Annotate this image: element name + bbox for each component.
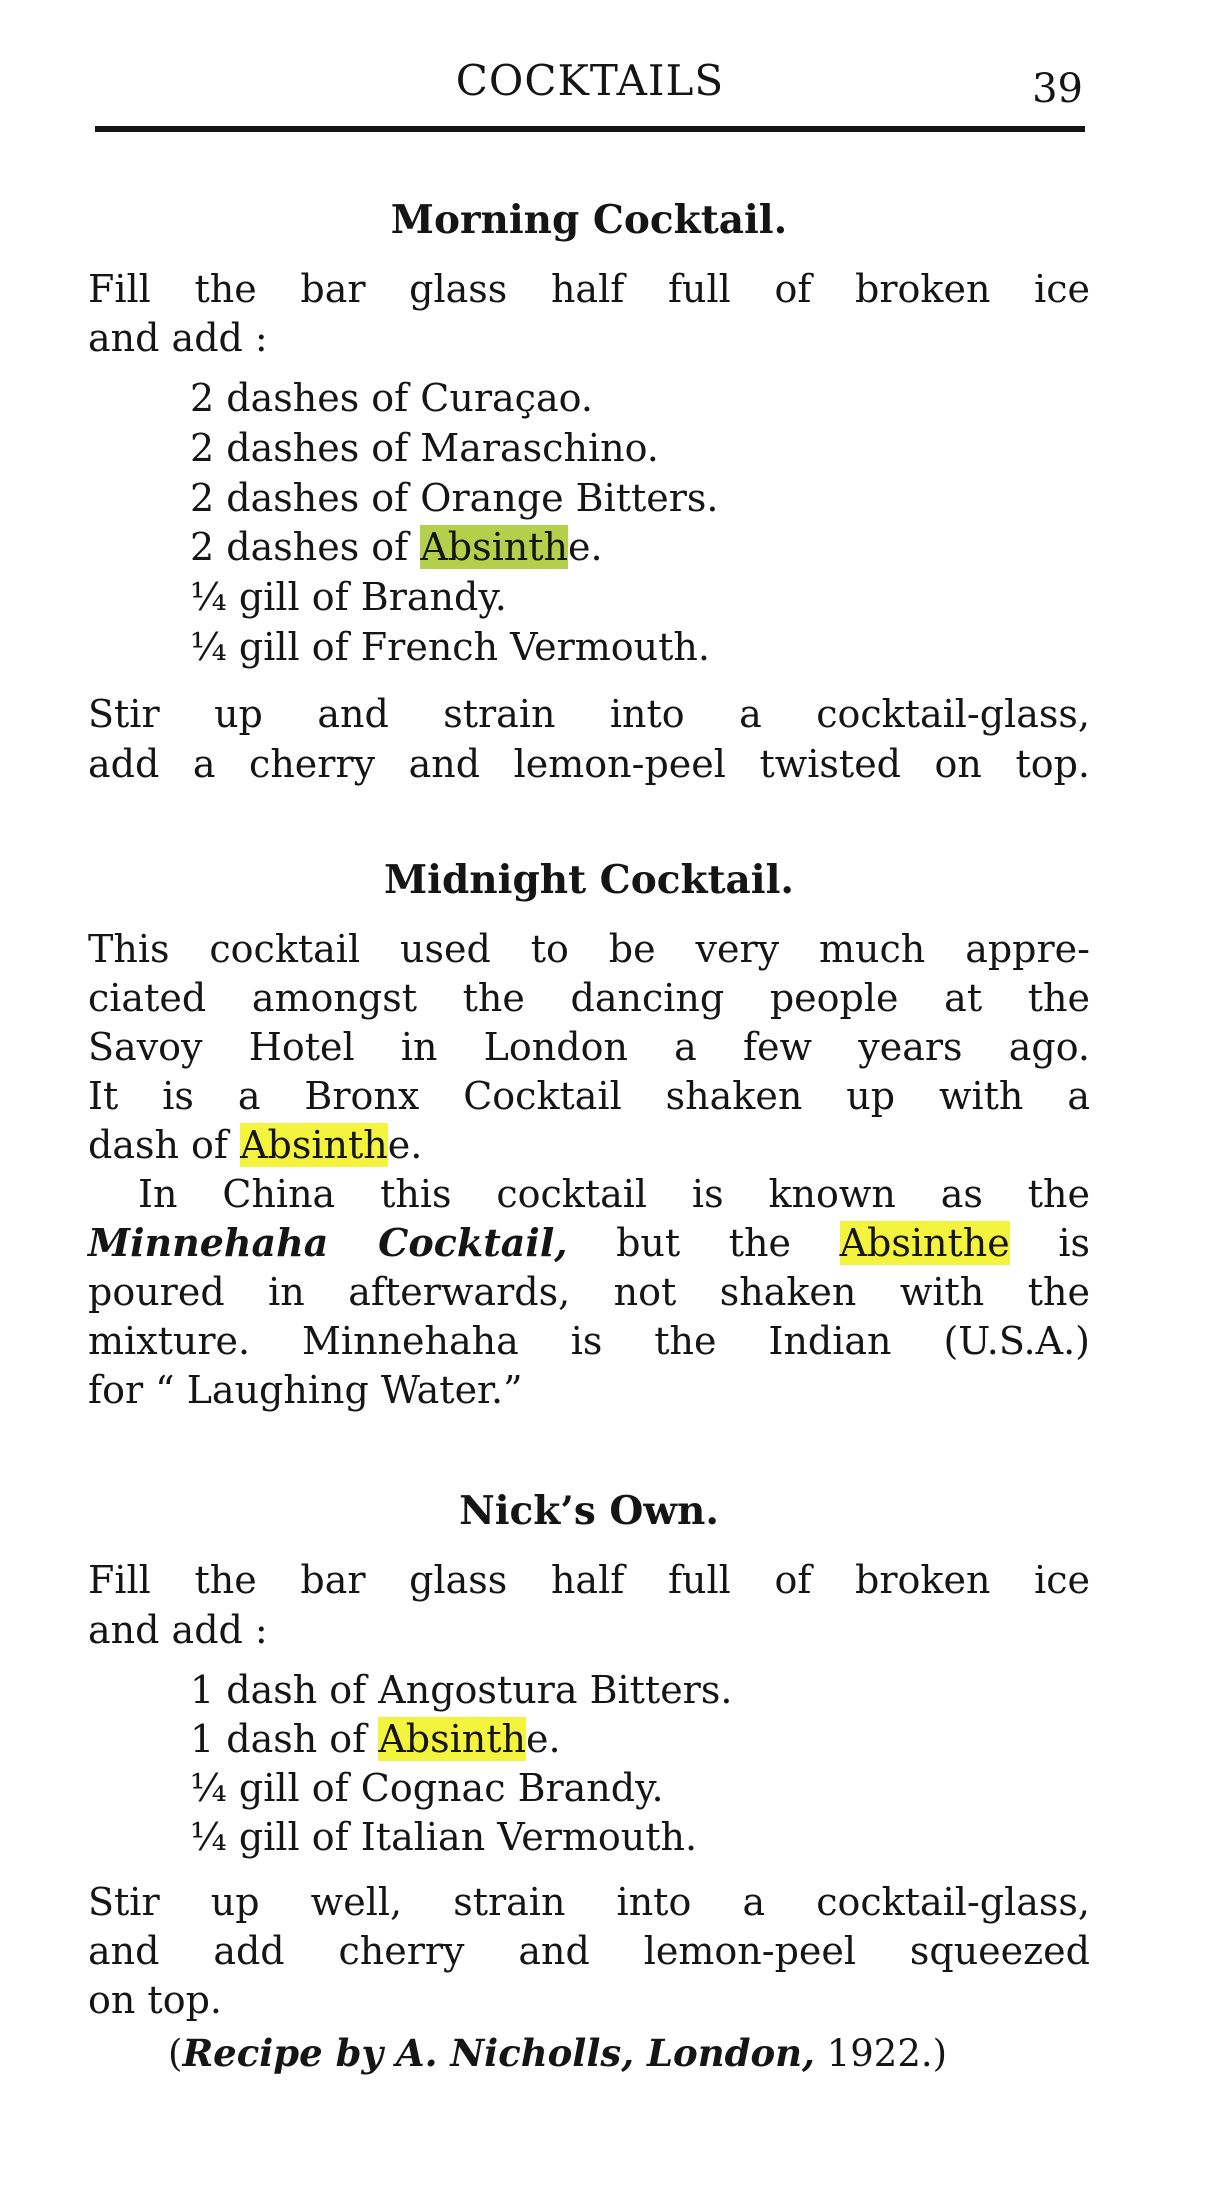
morning-intro-line-1: Fill the bar glass half full of broken ice — [88, 267, 1090, 311]
midnight-paragraph-1-line-2: ciated amongst the dancing people at the — [88, 976, 1090, 1020]
midnight-paragraph-2-line-3: poured in afterwards, not shaken with the — [88, 1270, 1090, 1314]
morning-cocktail-title: Morning Cocktail. — [390, 197, 788, 243]
morning-outro-line-1: Stir up and strain into a cocktail-glass, — [88, 692, 1090, 736]
midnight-line-5-prefix: dash of — [88, 1123, 241, 1167]
midnight-paragraph-1-line-3: Savoy Hotel in London a few years ago. — [88, 1025, 1090, 1069]
credit-year: 1922.) — [814, 2032, 948, 2075]
minnehaha-cocktail-name: Minnehaha Cocktail, — [88, 1220, 568, 1265]
running-title: COCKTAILS — [455, 56, 725, 105]
nicks-own-title: Nick’s Own. — [459, 1488, 719, 1534]
midnight-paragraph-2-line-2 — [88, 1219, 1090, 1267]
midnight-paragraph-2-line-4: mixture. Minnehaha is the Indian (U.S.A.) — [88, 1319, 1090, 1363]
midnight-paragraph-1-line-4: It is a Bronx Cocktail shaken up with a — [88, 1074, 1090, 1118]
nicks-ingredient-2 — [190, 1715, 1090, 1763]
nicks-ingredient-2-suffix: e. — [525, 1717, 561, 1761]
morning-ingredient-5: ¼ gill of Brandy. — [190, 575, 507, 619]
nicks-ingredient-4: ¼ gill of Italian Vermouth. — [190, 1815, 698, 1859]
midnight-paragraph-1-line-1: This cocktail used to be very much appre- — [88, 927, 1090, 971]
morning-ingredient-2: 2 dashes of Maraschino. — [190, 426, 659, 470]
page-number: 39 — [1032, 66, 1083, 112]
nicks-ingredient-3: ¼ gill of Cognac Brandy. — [190, 1766, 664, 1810]
midnight-line-middle: but the — [567, 1221, 840, 1265]
morning-ingredient-1: 2 dashes of Curaçao. — [190, 376, 593, 420]
recipe-credit — [168, 2029, 1018, 2078]
absinthe-highlight: Absinth — [378, 1717, 526, 1761]
nicks-intro-line-1: Fill the bar glass half full of broken ice — [88, 1558, 1090, 1602]
morning-ingredient-6: ¼ gill of French Vermouth. — [190, 625, 710, 669]
midnight-paragraph-1-line-5 — [88, 1121, 1090, 1169]
credit-open-paren: ( — [168, 2032, 183, 2075]
midnight-line-suffix: is — [1009, 1221, 1090, 1265]
morning-outro-line-2: add a cherry and lemon-peel twisted on top. — [88, 742, 1090, 786]
midnight-line-5-suffix: e. — [387, 1123, 423, 1167]
absinthe-highlight: Absinthe — [839, 1221, 1010, 1265]
nicks-outro-line-1: Stir up well, strain into a cocktail-glass, — [88, 1880, 1090, 1924]
midnight-cocktail-title: Midnight Cocktail. — [384, 857, 794, 903]
absinthe-highlight: Absinth — [240, 1123, 388, 1167]
header-rule — [95, 126, 1085, 132]
morning-ingredient-4-suffix: e. — [567, 525, 603, 569]
morning-ingredient-3: 2 dashes of Orange Bitters. — [190, 476, 719, 520]
morning-intro-line-2: and add : — [88, 316, 268, 360]
page-header — [95, 56, 1085, 126]
nicks-outro-line-3: on top. — [88, 1978, 222, 2022]
midnight-paragraph-2-line-5: for “ Laughing Water.” — [88, 1368, 523, 1412]
morning-ingredient-4 — [190, 523, 1090, 571]
nicks-outro-line-2: and add cherry and lemon-peel squeezed — [88, 1929, 1090, 1973]
nicks-intro-line-2: and add : — [88, 1608, 268, 1652]
morning-ingredient-4-prefix: 2 dashes of — [190, 525, 421, 569]
absinthe-highlight: Absinth — [420, 525, 568, 569]
midnight-paragraph-2-line-1: In China this cocktail is known as the — [138, 1172, 1090, 1216]
credit-author: Recipe by A. Nicholls, London, — [182, 2031, 815, 2075]
nicks-ingredient-1: 1 dash of Angostura Bitters. — [190, 1668, 733, 1712]
nicks-ingredient-2-prefix: 1 dash of — [190, 1717, 379, 1761]
